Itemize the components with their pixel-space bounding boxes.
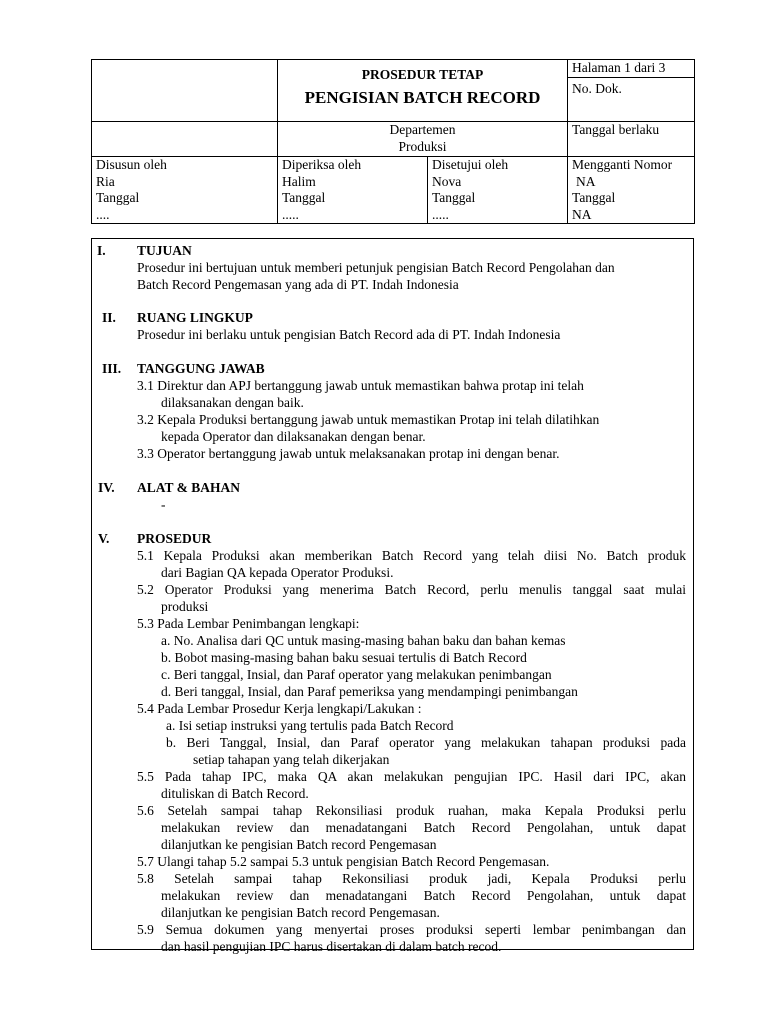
list-item: 5.8 Setelah sampai tahap Rekonsiliasi produk jadi, Kepala Produksi perlu: [137, 871, 686, 886]
list-item: 3.1 Direktur dan APJ bertanggung jawab untuk memastikan bahwa protap ini telah: [137, 378, 584, 393]
list-item: 5.7 Ulangi tahap 5.2 sampai 5.3 untuk pengisian Batch Record Pengemasan.: [137, 854, 550, 869]
prepared-label: Disusun oleh: [96, 157, 167, 172]
list-item-cont: dituliskan di Batch Record.: [161, 786, 309, 801]
replaces-date-label: Tanggal: [572, 190, 616, 205]
checked-label: Diperiksa oleh: [282, 157, 362, 172]
list-item: 5.6 Setelah sampai tahap Rekonsiliasi produk ruahan, maka Kepala Produksi perlu: [137, 803, 686, 818]
paragraph-line: Prosedur ini bertujuan untuk memberi petunjuk pengisian Batch Record Pengolahan dan: [137, 260, 615, 275]
department-value: Produksi: [398, 138, 447, 154]
sub-item: b. Bobot masing-masing bahan baku sesuai tertulis di Batch Record: [161, 650, 527, 665]
paragraph-line: -: [161, 497, 166, 512]
blank-cell: [92, 122, 278, 157]
document-header-table: [91, 59, 695, 224]
section-number: III.: [102, 361, 122, 376]
department-label: Departemen: [389, 122, 456, 137]
approved-by-cell: [428, 157, 568, 224]
effective-date: Tanggal berlaku: [568, 122, 695, 157]
replaces-date: NA: [572, 206, 592, 222]
sub-item: b. Beri Tanggal, Insial, dan Paraf operator yang melakukan tahapan produksi pada: [166, 735, 686, 750]
doc-number: No. Dok.: [568, 78, 695, 122]
section-title: RUANG LINGKUP: [137, 310, 253, 325]
sub-item: c. Beri tanggal, Insial, dan Paraf operator yang melakukan penimbangan: [161, 667, 552, 682]
approved-name: Nova: [432, 173, 462, 189]
list-item-cont: dilaksanakan dengan baik.: [161, 395, 304, 410]
doc-title: PENGISIAN BATCH RECORD: [304, 87, 541, 107]
prepared-by-cell: [92, 157, 278, 224]
section-number: I.: [97, 243, 106, 258]
logo-cell: [92, 60, 278, 122]
prepared-date-label: Tanggal: [96, 190, 140, 205]
replaces-value: NA: [576, 173, 596, 189]
list-item: 3.2 Kepala Produksi bertanggung jawab untuk memastikan Protap ini telah dilatihkan: [137, 412, 600, 427]
paragraph-line: Prosedur ini berlaku untuk pengisian Batch Record ada di PT. Indah Indonesia: [137, 327, 561, 342]
list-item-cont: kepada Operator dan dilaksanakan dengan benar.: [161, 429, 426, 444]
checked-date-label: Tanggal: [282, 190, 326, 205]
approved-label: Disetujui oleh: [432, 157, 509, 172]
list-item-cont: dari Bagian QA kepada Operator Produksi.: [161, 565, 394, 580]
checked-by-cell: [278, 157, 428, 224]
list-item: 5.1 Kepala Produksi akan memberikan Batch Record yang telah diisi No. Batch produk: [137, 548, 686, 563]
page-count: Halaman 1 dari 3: [568, 60, 695, 78]
sub-item-cont: setiap tahapan yang telah dikerjakan: [193, 752, 390, 767]
list-item: 5.5 Pada tahap IPC, maka QA akan melakukan pengujian IPC. Hasil dari IPC, akan: [137, 769, 686, 784]
approved-date-label: Tanggal: [432, 190, 476, 205]
list-item-cont: melakukan review dan menadatangani Batch Record Pengolahan, untuk dapat: [161, 820, 686, 835]
section-title: TUJUAN: [137, 243, 192, 258]
prepared-name: Ria: [96, 173, 115, 189]
prepared-date: ....: [96, 206, 110, 222]
list-item: 5.3 Pada Lembar Penimbangan lengkapi:: [137, 616, 360, 631]
approved-date: .....: [432, 206, 449, 222]
list-item-cont: dilanjutkan ke pengisian Batch record Pengemasan.: [161, 905, 440, 920]
section-title: PROSEDUR: [137, 531, 212, 546]
list-item: 5.9 Semua dokumen yang menyertai proses produksi seperti lembar penimbangan dan: [137, 922, 686, 937]
checked-name: Halim: [282, 173, 316, 189]
sub-item: a. No. Analisa dari QC untuk masing-masing bahan baku dan bahan kemas: [161, 633, 566, 648]
section-title: TANGGUNG JAWAB: [137, 361, 265, 376]
list-item: 5.2 Operator Produksi yang menerima Batch Record, perlu menulis tanggal saat mulai: [137, 582, 686, 597]
list-item-cont: dilanjutkan ke pengisian Batch record Pengemasan: [161, 837, 437, 852]
list-item-cont: melakukan review dan menadatangani Batch Record Pengolahan, untuk dapat: [161, 888, 686, 903]
replaces-label: Mengganti Nomor: [572, 157, 673, 172]
sub-item: d. Beri tanggal, Insial, dan Paraf pemeriksa yang mendampingi penimbangan: [161, 684, 578, 699]
department-cell: [278, 122, 568, 157]
checked-date: .....: [282, 206, 299, 222]
doc-type: PROSEDUR TETAP: [361, 67, 484, 82]
paragraph-line: Batch Record Pengemasan yang ada di PT. Indah Indonesia: [137, 277, 459, 292]
list-item: 5.4 Pada Lembar Prosedur Kerja lengkapi/Lakukan :: [137, 701, 422, 716]
section-title: ALAT & BAHAN: [137, 480, 241, 495]
list-item-cont: produksi: [161, 599, 209, 614]
section-number: V.: [98, 531, 110, 546]
list-item-cont: dan hasil pengujian IPC harus disertakan di dalam batch recod.: [161, 939, 502, 954]
sub-item: a. Isi setiap instruksi yang tertulis pada Batch Record: [166, 718, 454, 733]
section-number: II.: [102, 310, 116, 325]
section-number: IV.: [98, 480, 115, 495]
replaces-cell: [568, 157, 695, 224]
list-item: 3.3 Operator bertanggung jawab untuk melaksanakan protap ini dengan benar.: [137, 446, 560, 461]
title-cell: [278, 60, 568, 122]
